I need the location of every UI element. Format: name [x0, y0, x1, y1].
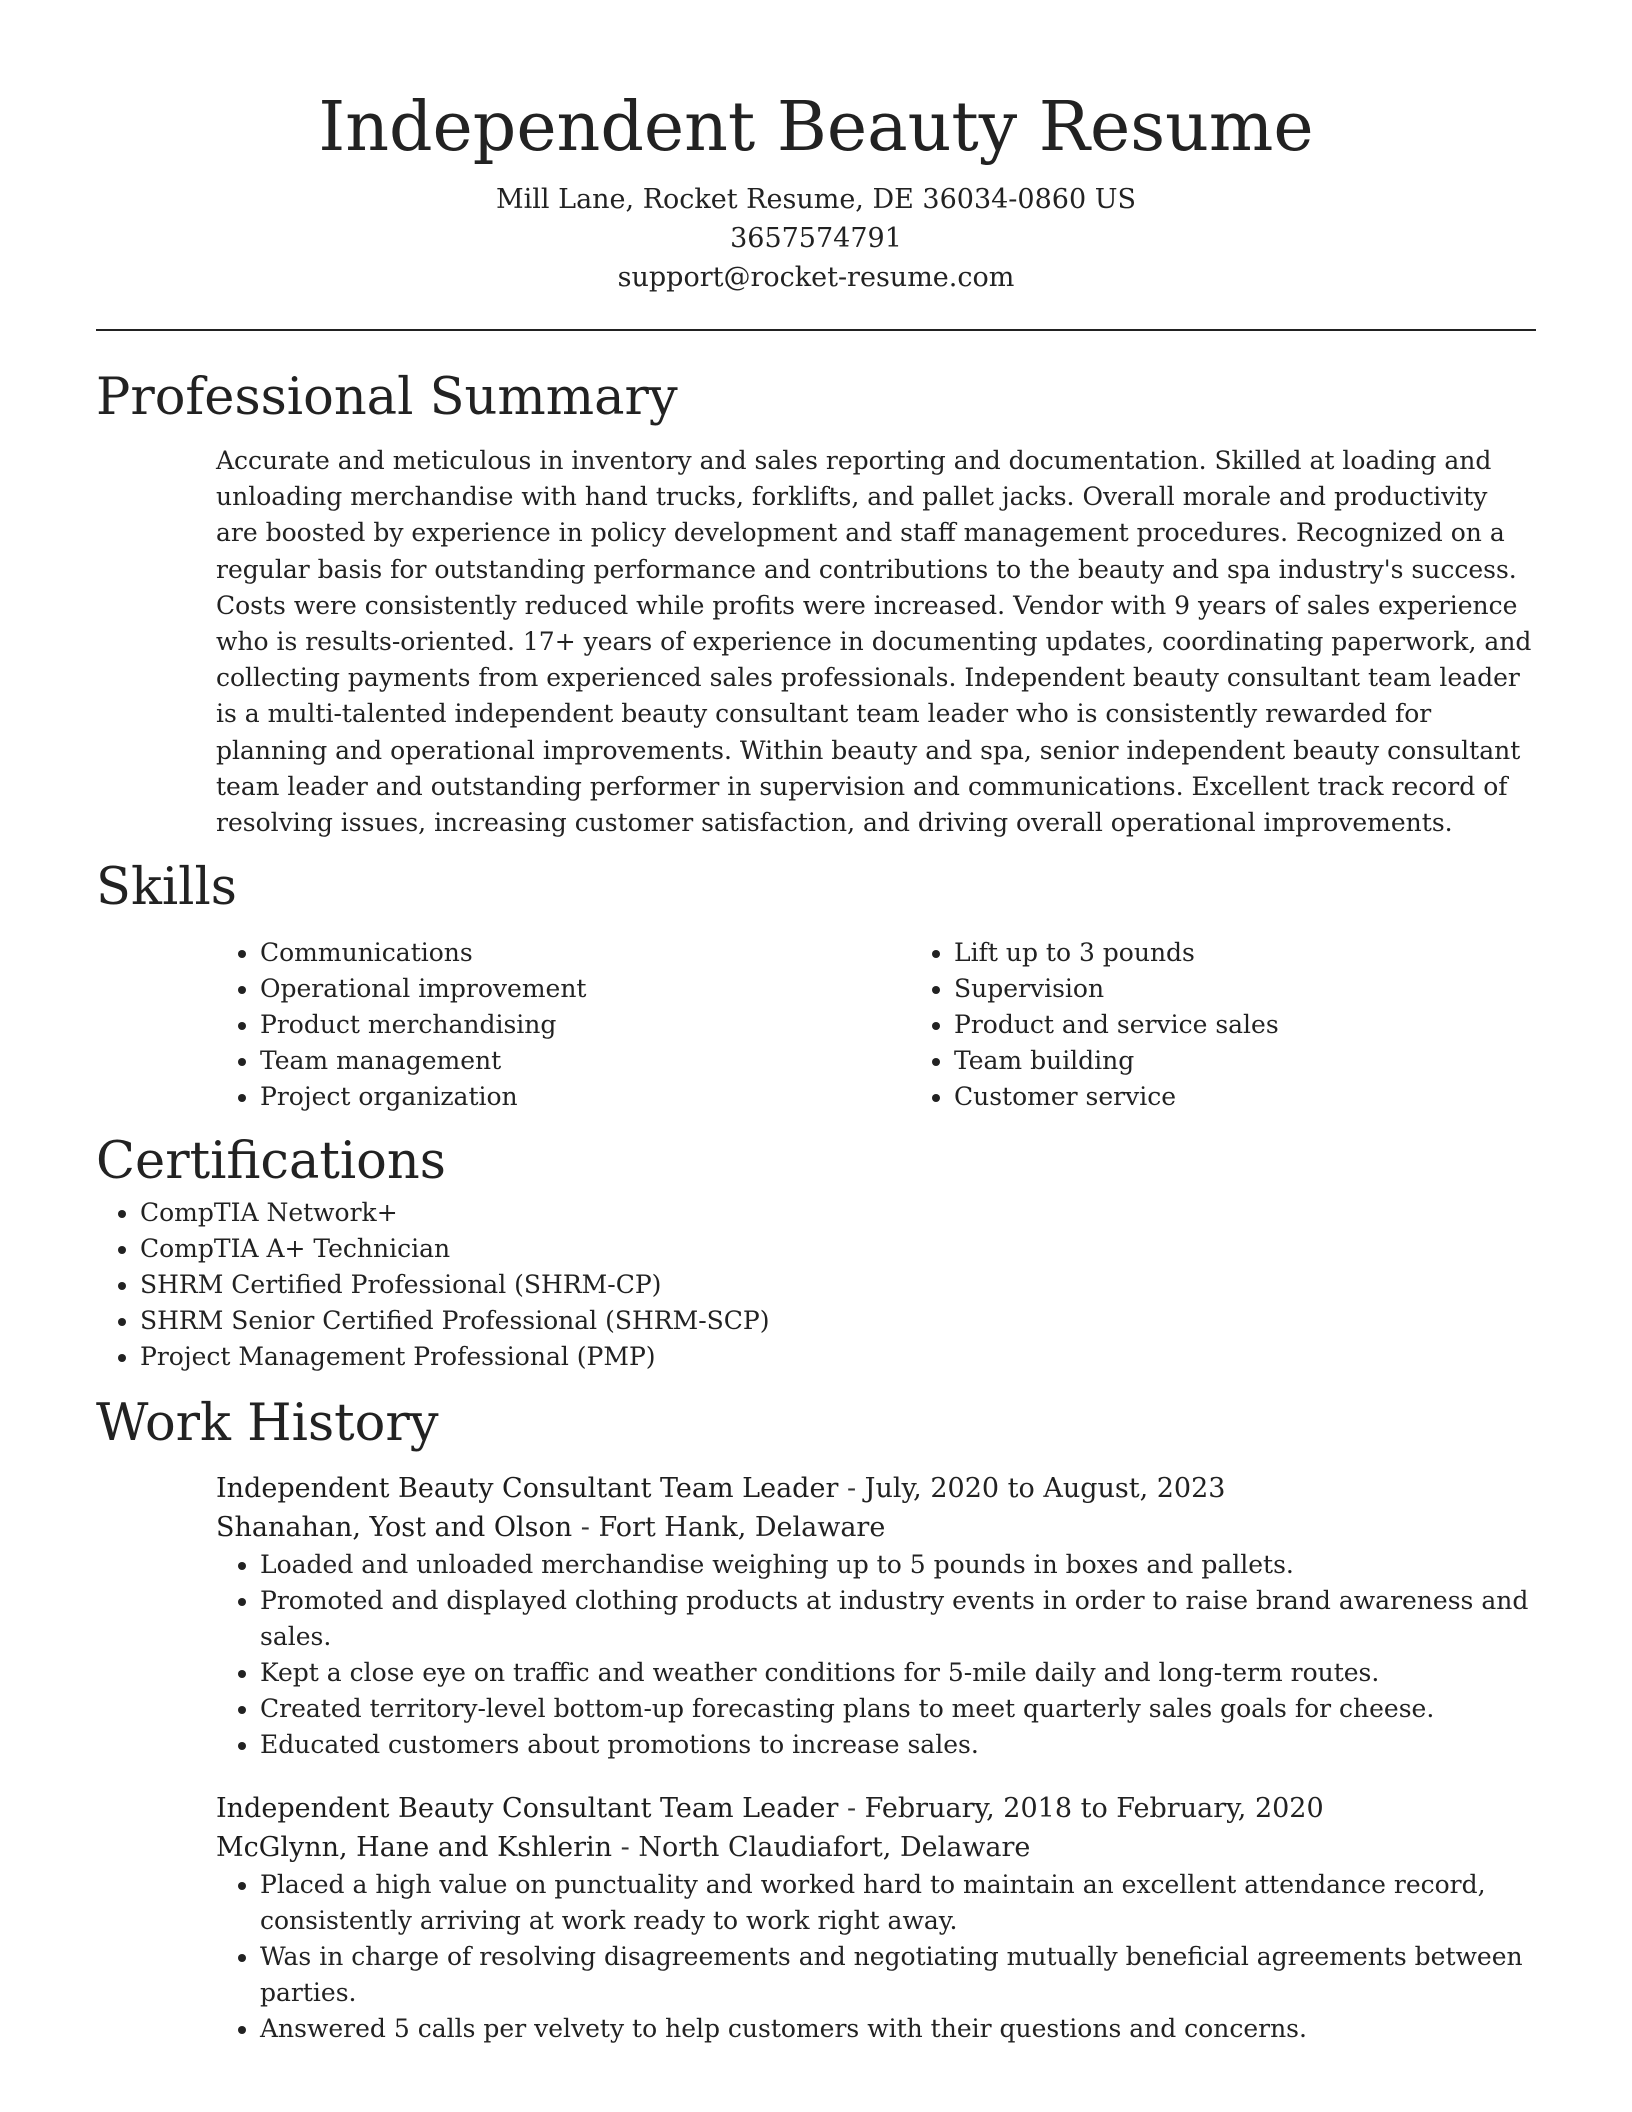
- job-duty: • Answered 5 calls per velvety to help customers with their questions and concerns.: [260, 2011, 1536, 2047]
- job-entry: [216, 1789, 1536, 2047]
- job-duties: [216, 1547, 1536, 1763]
- job-duty: • Was in charge of resolving disagreements and negotiating mutually beneficial agreements between parties.: [260, 1939, 1536, 2011]
- summary-heading: Professional Summary: [96, 368, 678, 427]
- header-divider: [96, 329, 1536, 331]
- certification-item: • CompTIA Network+: [140, 1195, 1536, 1231]
- skill-item: • Product and service sales: [954, 1007, 1604, 1043]
- skill-item: • Lift up to 3 pounds: [954, 935, 1604, 971]
- skill-item: • Team building: [954, 1043, 1604, 1079]
- certification-item: • SHRM Certified Professional (SHRM-CP): [140, 1267, 1536, 1303]
- job-company: Shanahan, Yost and Olson: [216, 1512, 573, 1544]
- skill-item: • Supervision: [954, 971, 1604, 1007]
- job-position: Independent Beauty Consultant Team Leader: [216, 1473, 839, 1505]
- job-entry: [216, 1469, 1536, 1763]
- email: support@rocket-resume.com: [617, 262, 1015, 293]
- certification-item: • SHRM Senior Certified Professional (SHRM-SCP): [140, 1303, 1536, 1339]
- skills-columns: [216, 935, 1536, 1115]
- job-duty: • Promoted and displayed clothing products at industry events in order to raise brand awareness and sales.: [260, 1583, 1536, 1655]
- job-location: North Claudiafort, Delaware: [638, 1832, 1031, 1864]
- job-title-line: [216, 1789, 1536, 1828]
- job-dates: February, 2018 to February, 2020: [864, 1793, 1324, 1825]
- skill-item: • Product merchandising: [260, 1007, 910, 1043]
- resume-title: Independent Beauty Resume: [318, 88, 1314, 167]
- job-company-line: [216, 1508, 1536, 1547]
- job-separator: -: [612, 1832, 639, 1864]
- job-location: Fort Hank, Delaware: [598, 1512, 886, 1544]
- job-separator: -: [838, 1473, 865, 1505]
- skills-list-left: [216, 935, 910, 1115]
- job-duty: • Kept a close eye on traffic and weather conditions for 5-mile daily and long-term routes.: [260, 1655, 1536, 1691]
- phone: 3657574791: [730, 223, 902, 254]
- job-duty: • Educated customers about promotions to increase sales.: [260, 1727, 1536, 1763]
- job-title-line: [216, 1469, 1536, 1508]
- skill-item: • Project organization: [260, 1079, 910, 1115]
- skill-item: • Operational improvement: [260, 971, 910, 1007]
- skills-list-right: [910, 935, 1604, 1115]
- job-position: Independent Beauty Consultant Team Leader: [216, 1793, 839, 1825]
- skill-item: • Customer service: [954, 1079, 1604, 1115]
- contact-info: [96, 180, 1536, 297]
- certifications-heading: Certifications: [96, 1132, 446, 1192]
- resume-header: [96, 0, 1536, 297]
- job-duty: • Loaded and unloaded merchandise weighing up to 5 pounds in boxes and pallets.: [260, 1547, 1536, 1583]
- skills-heading: Skills: [96, 858, 237, 918]
- summary-text: Accurate and meticulous in inventory and sales reporting and documentation. Skilled at loading and unloading merchandise with hand trucks, forklifts, and pallet jacks. Overall morale and productivity are boosted by experience in policy development and staff management procedures. Recognized on a regular basis for outstanding performance and contributions to the beauty and spa industry's success. Costs were consistently reduced while profits were increased. Vendor with 9 years of sales experience who is results-oriented. 17+ years of experience in documenting updates, coordinating paperwork, and collecting payments from experienced sales professionals. Independent beauty consultant team leader is a multi-talented independent beauty consultant team leader who is consistently rewarded for planning and operational improvements. Within beauty and spa, senior independent beauty consultant team leader and outstanding performer in supervision and communications. Excellent track record of resolving issues, increasing customer satisfaction, and driving overall operational improvements.: [216, 446, 1532, 838]
- address: Mill Lane, Rocket Resume, DE 36034-0860 US: [496, 184, 1136, 215]
- job-separator: -: [572, 1512, 599, 1544]
- job-dates: July, 2020 to August, 2023: [864, 1473, 1226, 1505]
- work-history-heading: Work History: [96, 1394, 439, 1454]
- job-separator: -: [838, 1793, 865, 1825]
- skill-item: • Communications: [260, 935, 910, 971]
- certification-item: • CompTIA A+ Technician: [140, 1231, 1536, 1267]
- job-company: McGlynn, Hane and Kshlerin: [216, 1832, 613, 1864]
- certification-item: • Project Management Professional (PMP): [140, 1339, 1536, 1375]
- job-duties: [216, 1867, 1536, 2047]
- job-duty: • Created territory-level bottom-up forecasting plans to meet quarterly sales goals for cheese.: [260, 1691, 1536, 1727]
- job-duty: • Placed a high value on punctuality and worked hard to maintain an excellent attendance record, consistently arriving at work ready to work right away.: [260, 1867, 1536, 1939]
- skill-item: • Team management: [260, 1043, 910, 1079]
- certifications-list: [96, 1195, 1536, 1375]
- job-company-line: [216, 1828, 1536, 1867]
